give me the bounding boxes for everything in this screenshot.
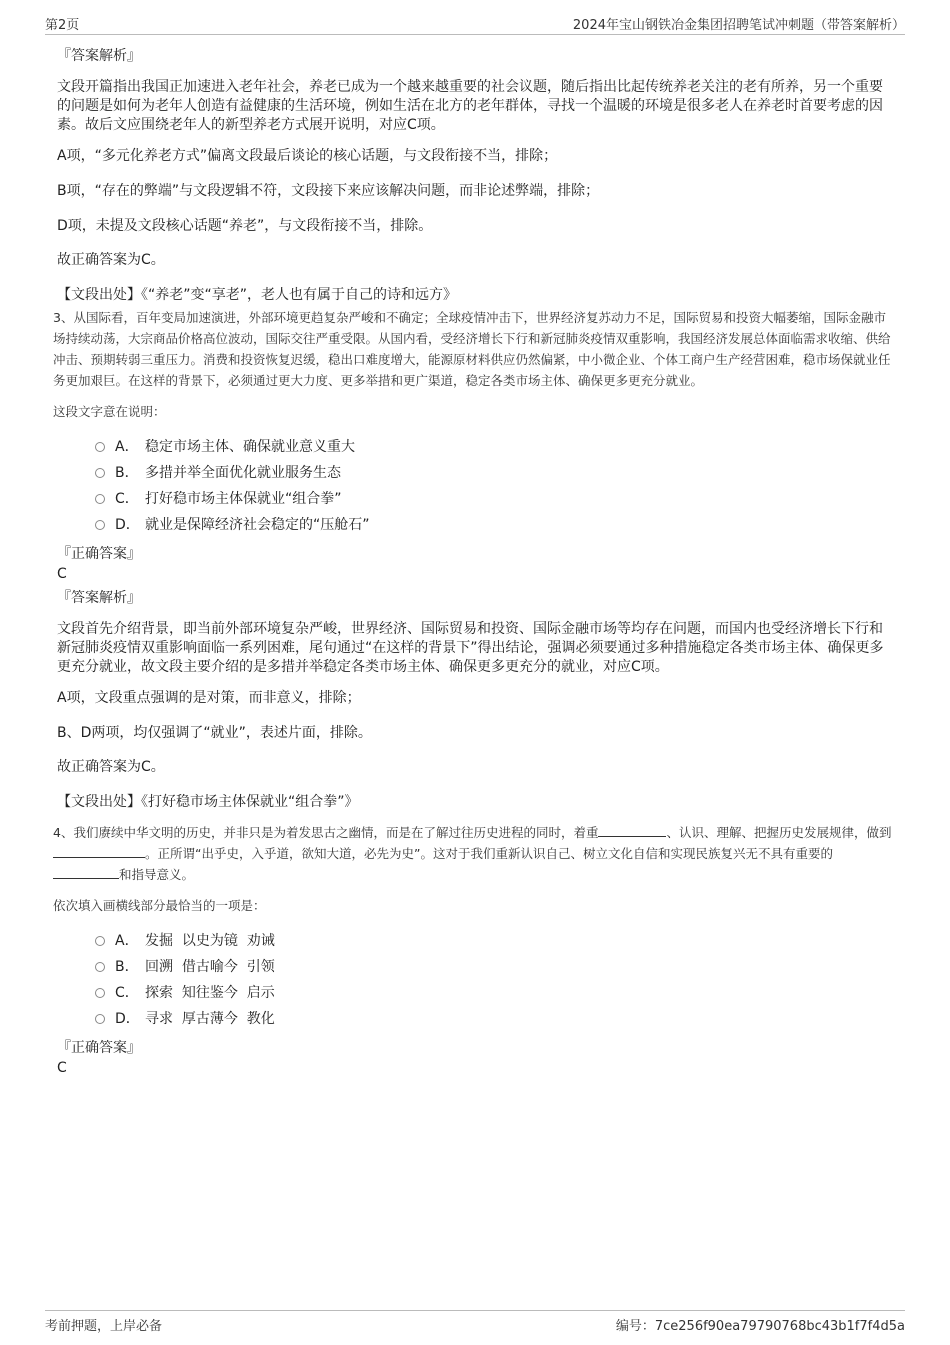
- question-4-prompt: 依次填入画横线部分最恰当的一项是：: [53, 898, 266, 913]
- option-a[interactable]: A． 发掘 以史为镜 劝诫: [95, 928, 892, 954]
- correct-answer: C: [57, 566, 67, 582]
- analysis-note-b: B项，“存在的弊端”与文段逻辑不符，文段接下来应该解决问题，而非论述弊端，排除；: [57, 183, 600, 199]
- document-id: 编号：7ce256f90ea79790768bc43b1f7f4d5a: [615, 1319, 905, 1334]
- analysis-text: 文段首先介绍背景，即当前外部环境复杂严峻，世界经济、国际贸易和投资、国际金融市场等均存在问题，而国内也受经济增长下行和新冠肺炎疫情双重影响面临一系列困难，尾句通过“在这样的背景下”得出结论，强调必须要通过多种措施稳定各类市场主体、确保更多更充分就业，故文段主要介绍的是多措并举稳定各类市场主体、确保更多更充分的就业，对应C项。: [57, 621, 884, 675]
- fill-blank-2[interactable]: [53, 845, 145, 858]
- fill-blank-3[interactable]: [53, 866, 119, 879]
- analysis-note-bd: B、D两项，均仅强调了“就业”，表述片面，排除。: [57, 725, 372, 741]
- option-d[interactable]: D． 就业是保障经济社会稳定的“压舱石”: [95, 512, 892, 538]
- correct-answer: C: [57, 1060, 67, 1076]
- radio-icon[interactable]: [95, 988, 105, 998]
- option-a[interactable]: A． 稳定市场主体、确保就业意义重大: [95, 434, 892, 460]
- radio-icon[interactable]: [95, 468, 105, 478]
- radio-icon[interactable]: [95, 442, 105, 452]
- radio-icon[interactable]: [95, 520, 105, 530]
- question-3-prompt: 这段文字意在说明：: [53, 404, 166, 419]
- radio-icon[interactable]: [95, 1014, 105, 1024]
- analysis-note-d: D项，未提及文段核心话题“养老”，与文段衔接不当，排除。: [57, 218, 433, 234]
- page-header: [45, 14, 905, 35]
- radio-icon[interactable]: [95, 494, 105, 504]
- footer-slogan: 考前押题，上岸必备: [45, 1319, 163, 1334]
- analysis-text: 文段开篇指出我国正加速进入老年社会，养老已成为一个越来越重要的社会议题，随后指出比起传统养老关注的老有所养，另一个重要的问题是如何为老年人创造有益健康的生活环境，例如生活在北方的老年群体，寻找一个温暖的环境是很多老人在养老时首要考虑的因素。故后文应围绕老年人的新型养老方式展开说明，对应C项。: [57, 79, 883, 133]
- option-b[interactable]: B． 回溯 借古喻今 引领: [95, 954, 892, 980]
- conclusion: 故正确答案为C。: [57, 252, 165, 268]
- option-c[interactable]: C． 打好稳市场主体保就业“组合拳”: [95, 486, 892, 512]
- option-b[interactable]: B． 多措并举全面优化就业服务生态: [95, 460, 892, 486]
- analysis-note-a: A项，文段重点强调的是对策，而非意义，排除；: [57, 690, 361, 706]
- question-3-stem: 3、从国际看，百年变局加速演进，外部环境更趋复杂严峻和不确定；全球疫情冲击下，世界经济复苏动力不足，国际贸易和投资大幅萎缩，国际金融市场持续动荡，大宗商品价格高位波动，国际交往严重受限。从国内看，受经济增长下行和新冠肺炎疫情双重影响，我国经济发展总体面临需求收缩、供给冲击、预期转弱三重压力。消费和投资恢复迟缓，稳出口难度增大，能源原材料供应仍然偏紧，中小微企业、个体工商户生产经营困难，稳市场保就业任务更加艰巨。在这样的背景下，必须通过更大力度、更多举措和更广渠道，稳定各类市场主体、确保更多更充分就业。: [53, 310, 891, 388]
- option-d[interactable]: D． 寻求 厚古薄今 教化: [95, 1006, 892, 1032]
- source: 【文段出处】《打好稳市场主体保就业“组合拳”》: [57, 794, 359, 810]
- correct-answer-label: 『正确答案』: [57, 1040, 141, 1056]
- fill-blank-1[interactable]: [598, 824, 666, 837]
- conclusion: 故正确答案为C。: [57, 759, 165, 775]
- analysis-note-a: A项，“多元化养老方式”偏离文段最后谈论的核心话题，与文段衔接不当，排除；: [57, 148, 558, 164]
- analysis-label: 『答案解析』: [57, 590, 141, 606]
- document-title: 2024年宝山钢铁冶金集团招聘笔试冲刺题（带答案解析）: [572, 18, 905, 33]
- question-3-options: [57, 434, 892, 538]
- question-4-options: [57, 928, 892, 1032]
- analysis-label: 『答案解析』: [57, 48, 141, 64]
- radio-icon[interactable]: [95, 936, 105, 946]
- question-4-stem: 4、我们赓续中华文明的历史，并非只是为着发思古之幽情，而是在了解过往历史进程的同时，着重 、认识、理解、把握历史发展规律，做到。正所谓“出乎史，入乎道，欲知大道，必先为史”。这对于我们重新认识自己、树立文化自信和实现民族复兴无不具有重要的和指导意义。: [53, 825, 892, 882]
- page-footer: [45, 1310, 905, 1336]
- page-number: 第2页: [45, 18, 80, 33]
- option-c[interactable]: C． 探索 知往鉴今 启示: [95, 980, 892, 1006]
- page-content: [53, 46, 892, 1078]
- source: 【文段出处】《“养老”变“享老”，老人也有属于自己的诗和远方》: [57, 287, 458, 303]
- radio-icon[interactable]: [95, 962, 105, 972]
- correct-answer-label: 『正确答案』: [57, 546, 141, 562]
